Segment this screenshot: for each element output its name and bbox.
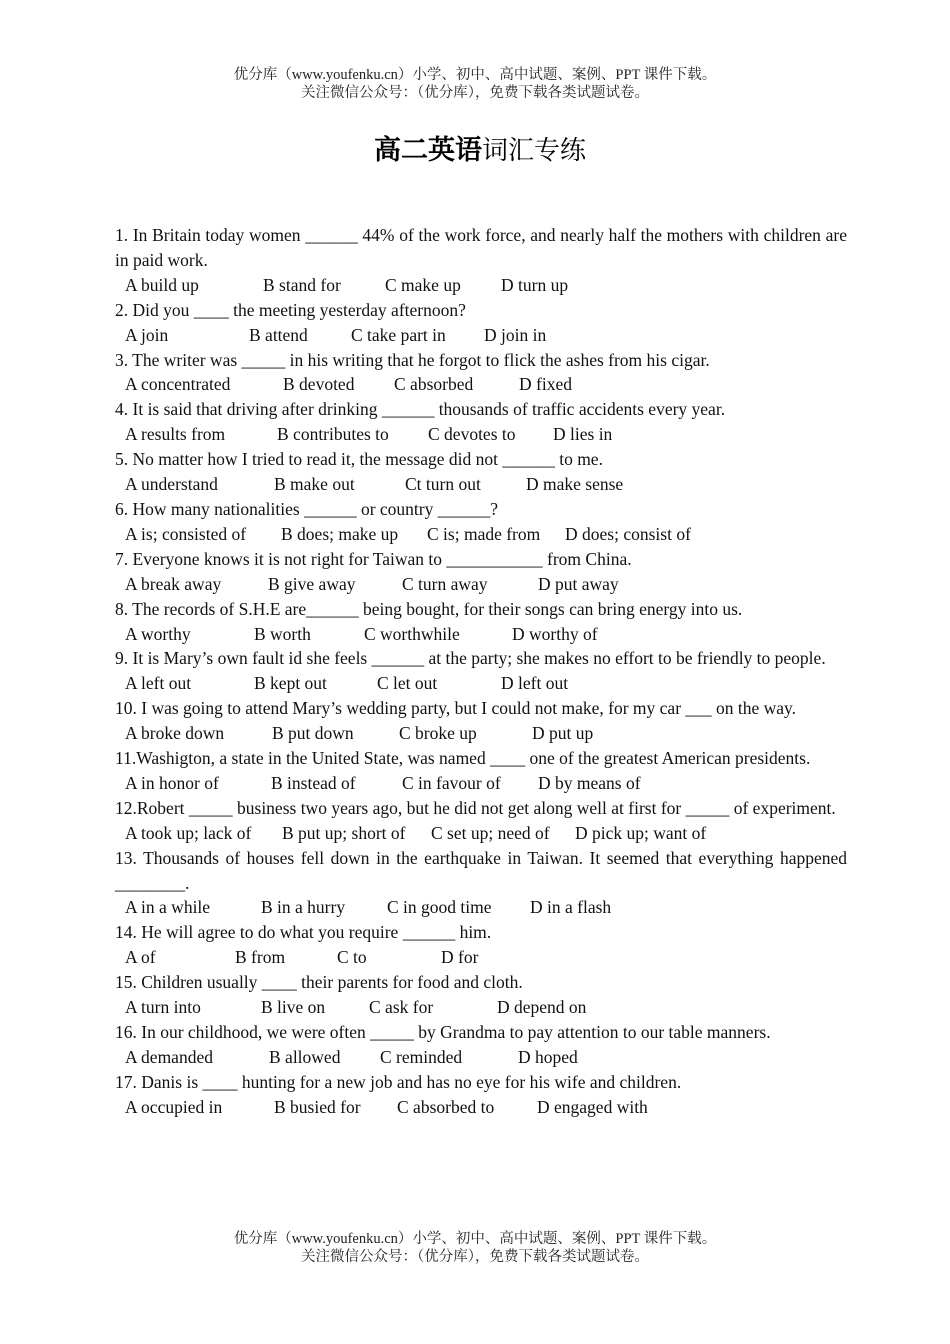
answer-option: D put away [538, 573, 619, 594]
answer-option: A of [125, 947, 156, 968]
answer-option: D put up [532, 723, 594, 744]
page-footer [0, 1230, 950, 1266]
answer-option: D fixed [519, 374, 572, 395]
answer-option: D engaged with [537, 1096, 648, 1117]
question-item [115, 1070, 847, 1120]
answer-option: A break away [125, 573, 222, 594]
answer-options [115, 572, 847, 597]
answer-option: B from [235, 947, 286, 968]
answer-option: B devoted [283, 374, 355, 395]
answer-option: A concentrated [125, 374, 231, 395]
answer-option: B make out [274, 474, 355, 495]
answer-option: B worth [254, 623, 311, 644]
answer-option: C to [337, 947, 367, 968]
answer-option: C turn away [402, 573, 488, 594]
question-list [115, 223, 847, 1120]
answer-option: C in good time [387, 897, 492, 918]
question-item [115, 1020, 847, 1070]
answer-option: A worthy [125, 623, 191, 644]
footer-line-2: 关注微信公众号：（优分库），免费下载各类试题试卷。 [301, 1249, 649, 1265]
answer-option: A took up; lack of [125, 822, 252, 843]
question-text: 9. It is Mary’s own fault id she feels ______ at the party; she makes no effort to be friendly to people. [115, 648, 826, 669]
question-item [115, 223, 847, 298]
answer-option: D lies in [553, 424, 613, 445]
question-item [115, 920, 847, 970]
answer-options [115, 721, 847, 746]
answer-option: A broke down [125, 723, 225, 744]
question-item [115, 597, 847, 647]
answer-option: A understand [125, 474, 218, 495]
answer-option: A in a while [125, 897, 211, 918]
footer-line-1: 优分库（www.youfenku.cn）小学、初中、高中试题、案例、PPT 课件下载。 [233, 1231, 717, 1247]
answer-option: A demanded [125, 1046, 213, 1067]
answer-option: B contributes to [277, 424, 389, 445]
answer-option: D pick up; want of [575, 822, 707, 843]
question-text: 10. I was going to attend Mary’s wedding party, but I could not make, for my car ___ on the way. [115, 698, 797, 719]
answer-options [115, 995, 847, 1020]
question-item [115, 696, 847, 746]
question-item [115, 447, 847, 497]
question-item [115, 796, 847, 846]
answer-option: C ask for [369, 997, 434, 1018]
question-text: 1. In Britain today women ______ 44% of the work force, and nearly half the mothers with children are in paid work. [115, 225, 847, 270]
question-text: 11.Washigton, a state in the United State, was named ____ one of the greatest American presidents. [115, 748, 811, 769]
answer-option: B kept out [254, 673, 327, 694]
answer-option: B allowed [269, 1046, 341, 1067]
answer-option: D turn up [501, 274, 569, 295]
answer-option: B in a hurry [261, 897, 346, 918]
answer-options [115, 422, 847, 447]
answer-option: B busied for [274, 1096, 361, 1117]
answer-option: A build up [125, 274, 199, 295]
answer-option: C absorbed [394, 374, 474, 395]
answer-option: B put down [272, 723, 354, 744]
question-text: 16. In our childhood, we were often _____ by Grandma to pay attention to our table manners. [115, 1022, 771, 1042]
answer-option: B attend [249, 324, 308, 345]
question-text: 3. The writer was _____ in his writing that he forgot to flick the ashes from his cigar. [115, 349, 710, 370]
question-item [115, 298, 847, 348]
answer-options [115, 323, 847, 348]
answer-option: C reminded [380, 1046, 463, 1067]
answer-option: A occupied in [125, 1096, 223, 1117]
question-text: 15. Children usually ____ their parents for food and cloth. [115, 972, 523, 993]
answer-option: C devotes to [428, 424, 516, 445]
answer-options [115, 522, 847, 547]
answer-options [115, 472, 847, 497]
answer-options [115, 372, 847, 397]
question-text: 14. He will agree to do what you require ______ him. [115, 922, 492, 943]
answer-option: A is; consisted of [125, 523, 247, 544]
question-item [115, 970, 847, 1020]
answer-option: A join [125, 324, 169, 345]
answer-option: B instead of [271, 772, 356, 793]
question-text: 4. It is said that driving after drinking ______ thousands of traffic accidents every year. [115, 399, 726, 420]
answer-option: A left out [125, 673, 192, 694]
page-header [0, 66, 950, 102]
title-bold: 高二英语 [373, 135, 482, 165]
answer-option: C make up [385, 274, 461, 295]
question-item [115, 497, 847, 547]
answer-option: Ct turn out [405, 474, 481, 495]
answer-option: C set up; need of [431, 822, 550, 843]
answer-option: C in favour of [402, 772, 501, 793]
answer-option: D join in [484, 324, 547, 345]
answer-option: A results from [125, 424, 226, 445]
question-item [115, 746, 847, 796]
answer-option: C take part in [351, 324, 446, 345]
answer-options [115, 1095, 847, 1120]
header-line-1: 优分库（www.youfenku.cn）小学、初中、高中试题、案例、PPT 课件下载。 [233, 67, 717, 83]
document-title [0, 130, 950, 171]
answer-option: C worthwhile [364, 623, 460, 644]
question-item [115, 547, 847, 597]
answer-options [115, 273, 847, 298]
answer-options [115, 945, 847, 970]
answer-option: A turn into [125, 997, 201, 1018]
answer-options [115, 821, 847, 846]
question-text: 17. Danis is ____ hunting for a new job and has no eye for his wife and children. [115, 1071, 682, 1092]
question-text: 2. Did you ____ the meeting yesterday afternoon? [115, 299, 466, 320]
answer-option: C let out [377, 673, 438, 694]
question-text: 6. How many nationalities ______ or country ______? [115, 498, 498, 519]
question-item [115, 646, 847, 696]
answer-options [115, 771, 847, 796]
question-item [115, 846, 847, 921]
answer-option: D does; consist of [565, 523, 691, 544]
answer-option: D make sense [526, 474, 624, 495]
question-text: 7. Everyone knows it is not right for Taiwan to ___________ from China. [115, 548, 632, 569]
answer-option: D depend on [497, 997, 587, 1018]
answer-option: B put up; short of [282, 822, 406, 843]
question-text: 5. No matter how I tried to read it, the message did not ______ to me. [115, 449, 603, 470]
answer-options [115, 622, 847, 647]
header-line-2: 关注微信公众号：（优分库），免费下载各类试题试卷。 [301, 85, 649, 101]
answer-option: C absorbed to [397, 1096, 495, 1117]
answer-option: B give away [268, 573, 356, 594]
answer-option: B live on [261, 997, 326, 1018]
answer-option: B stand for [263, 274, 341, 295]
answer-options [115, 895, 847, 920]
question-text: 13. Thousands of houses fell down in the earthquake in Taiwan. It seemed that everything happened ________. [115, 847, 847, 893]
answer-option: D worthy of [512, 623, 598, 644]
answer-options [115, 1045, 847, 1070]
answer-option: D left out [501, 673, 569, 694]
answer-option: D hoped [518, 1046, 578, 1067]
question-item [115, 397, 847, 447]
question-text: 8. The records of S.H.E are______ being bought, for their songs can bring energy into us. [115, 598, 743, 619]
title-normal: 词汇专练 [481, 136, 586, 165]
answer-option: C is; made from [427, 523, 541, 544]
answer-option: D by means of [538, 772, 641, 793]
question-text: 12.Robert _____ business two years ago, but he did not get along well at first for _____ of experiment. [115, 797, 836, 818]
answer-option: D for [441, 947, 479, 968]
question-item [115, 348, 847, 398]
answer-option: D in a flash [530, 897, 612, 918]
answer-option: B does; make up [281, 523, 399, 544]
answer-option: A in honor of [125, 772, 219, 793]
answer-options [115, 671, 847, 696]
answer-option: C broke up [399, 723, 477, 744]
